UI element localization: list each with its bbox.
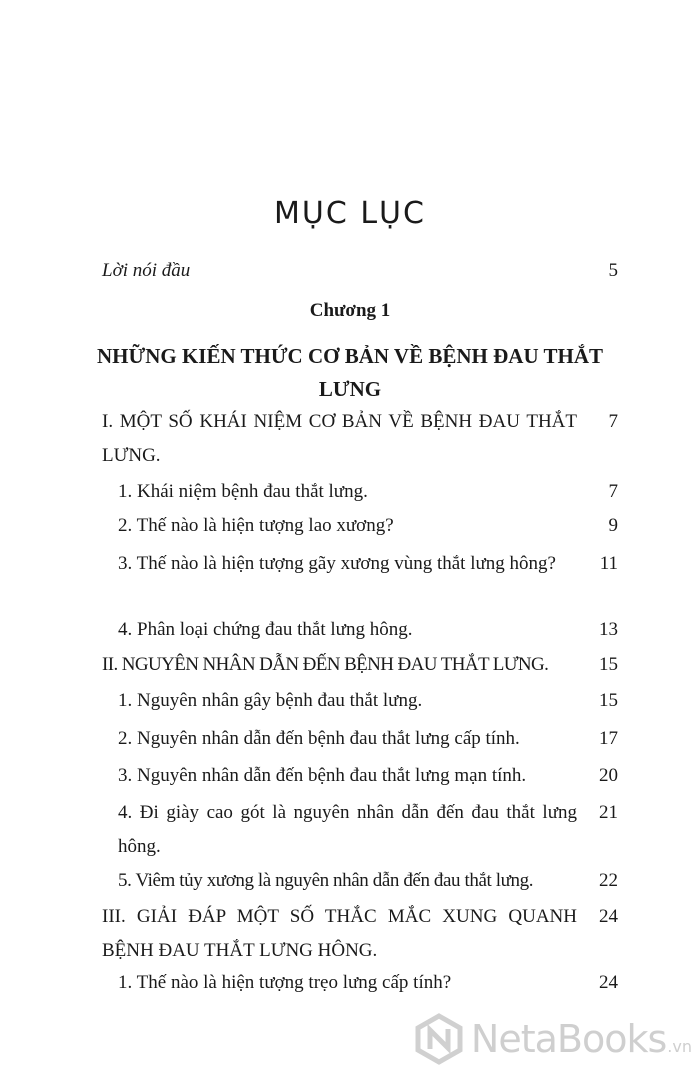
toc-entry-page: 21 (599, 802, 618, 823)
chapter-title: NHỮNG KIẾN THỨC CƠ BẢN VỀ BỆNH ĐAU THẮT LƯNG (96, 344, 603, 401)
toc-entry-page: 24 (599, 906, 618, 927)
toc-entry-text: I. MỘT SỐ KHÁI NIỆM CƠ BẢN VỀ BỆNH ĐAU THẮT LƯNG. (102, 411, 577, 466)
toc-entry-text: 4. Phân loại chứng đau thắt lưng hông. (118, 619, 413, 640)
watermark (413, 1009, 692, 1069)
toc-entry-page: 13 (599, 619, 618, 640)
toc-entry-page: 17 (599, 728, 618, 749)
toc-entry-page: 20 (599, 765, 618, 786)
page-title: MỤC LỤC (274, 196, 426, 231)
toc-entry-page: 5 (608, 260, 618, 281)
toc-entry-page: 11 (599, 553, 618, 574)
chapter-label: Chương 1 (309, 300, 391, 321)
toc-entry-page: 15 (599, 654, 618, 675)
toc-entry-text: Lời nói đầu (102, 260, 191, 281)
toc-entry-page: 7 (608, 411, 618, 432)
watermark-brand: NetaBooks (470, 1017, 667, 1061)
toc-entry-text: 4. Đi giày cao gót là nguyên nhân dẫn đến đau thắt lưng hông. (118, 802, 577, 857)
toc-entry-text: 1. Khái niệm bệnh đau thắt lưng. (118, 481, 368, 502)
toc-entry-text: III. GIẢI ĐÁP MỘT SỐ THẮC MẮC XUNG QUANH BỆNH ĐAU THẮT LƯNG HÔNG. (102, 906, 577, 961)
toc-entry-page: 7 (608, 481, 618, 502)
watermark-suffix: .vn (667, 1036, 692, 1056)
toc-entry-text: II. NGUYÊN NHÂN DẪN ĐẾN BỆNH ĐAU THẮT LƯNG. (102, 654, 549, 675)
toc-entry-text: 5. Viêm tủy xương là nguyên nhân dẫn đến đau thắt lưng. (118, 870, 534, 891)
toc-entry-page: 22 (599, 870, 618, 891)
toc-entry-page: 9 (608, 515, 618, 536)
toc-entry-text: 3. Nguyên nhân dẫn đến bệnh đau thắt lưng mạn tính. (118, 765, 527, 786)
toc-entry-text: 2. Nguyên nhân dẫn đến bệnh đau thắt lưng cấp tính. (118, 728, 520, 749)
toc-entry-page: 15 (599, 690, 618, 711)
toc-entry-text: 1. Nguyên nhân gây bệnh đau thắt lưng. (118, 690, 423, 711)
netabooks-logo-icon (413, 1013, 465, 1065)
toc-entry-page: 24 (599, 972, 618, 993)
toc-entry-text: 3. Thế nào là hiện tượng gãy xương vùng thắt lưng hông? (118, 553, 556, 574)
toc-entry-text: 1. Thế nào là hiện tượng trẹo lưng cấp tính? (118, 972, 452, 993)
toc-entry-text: 2. Thế nào là hiện tượng lao xương? (118, 515, 394, 536)
